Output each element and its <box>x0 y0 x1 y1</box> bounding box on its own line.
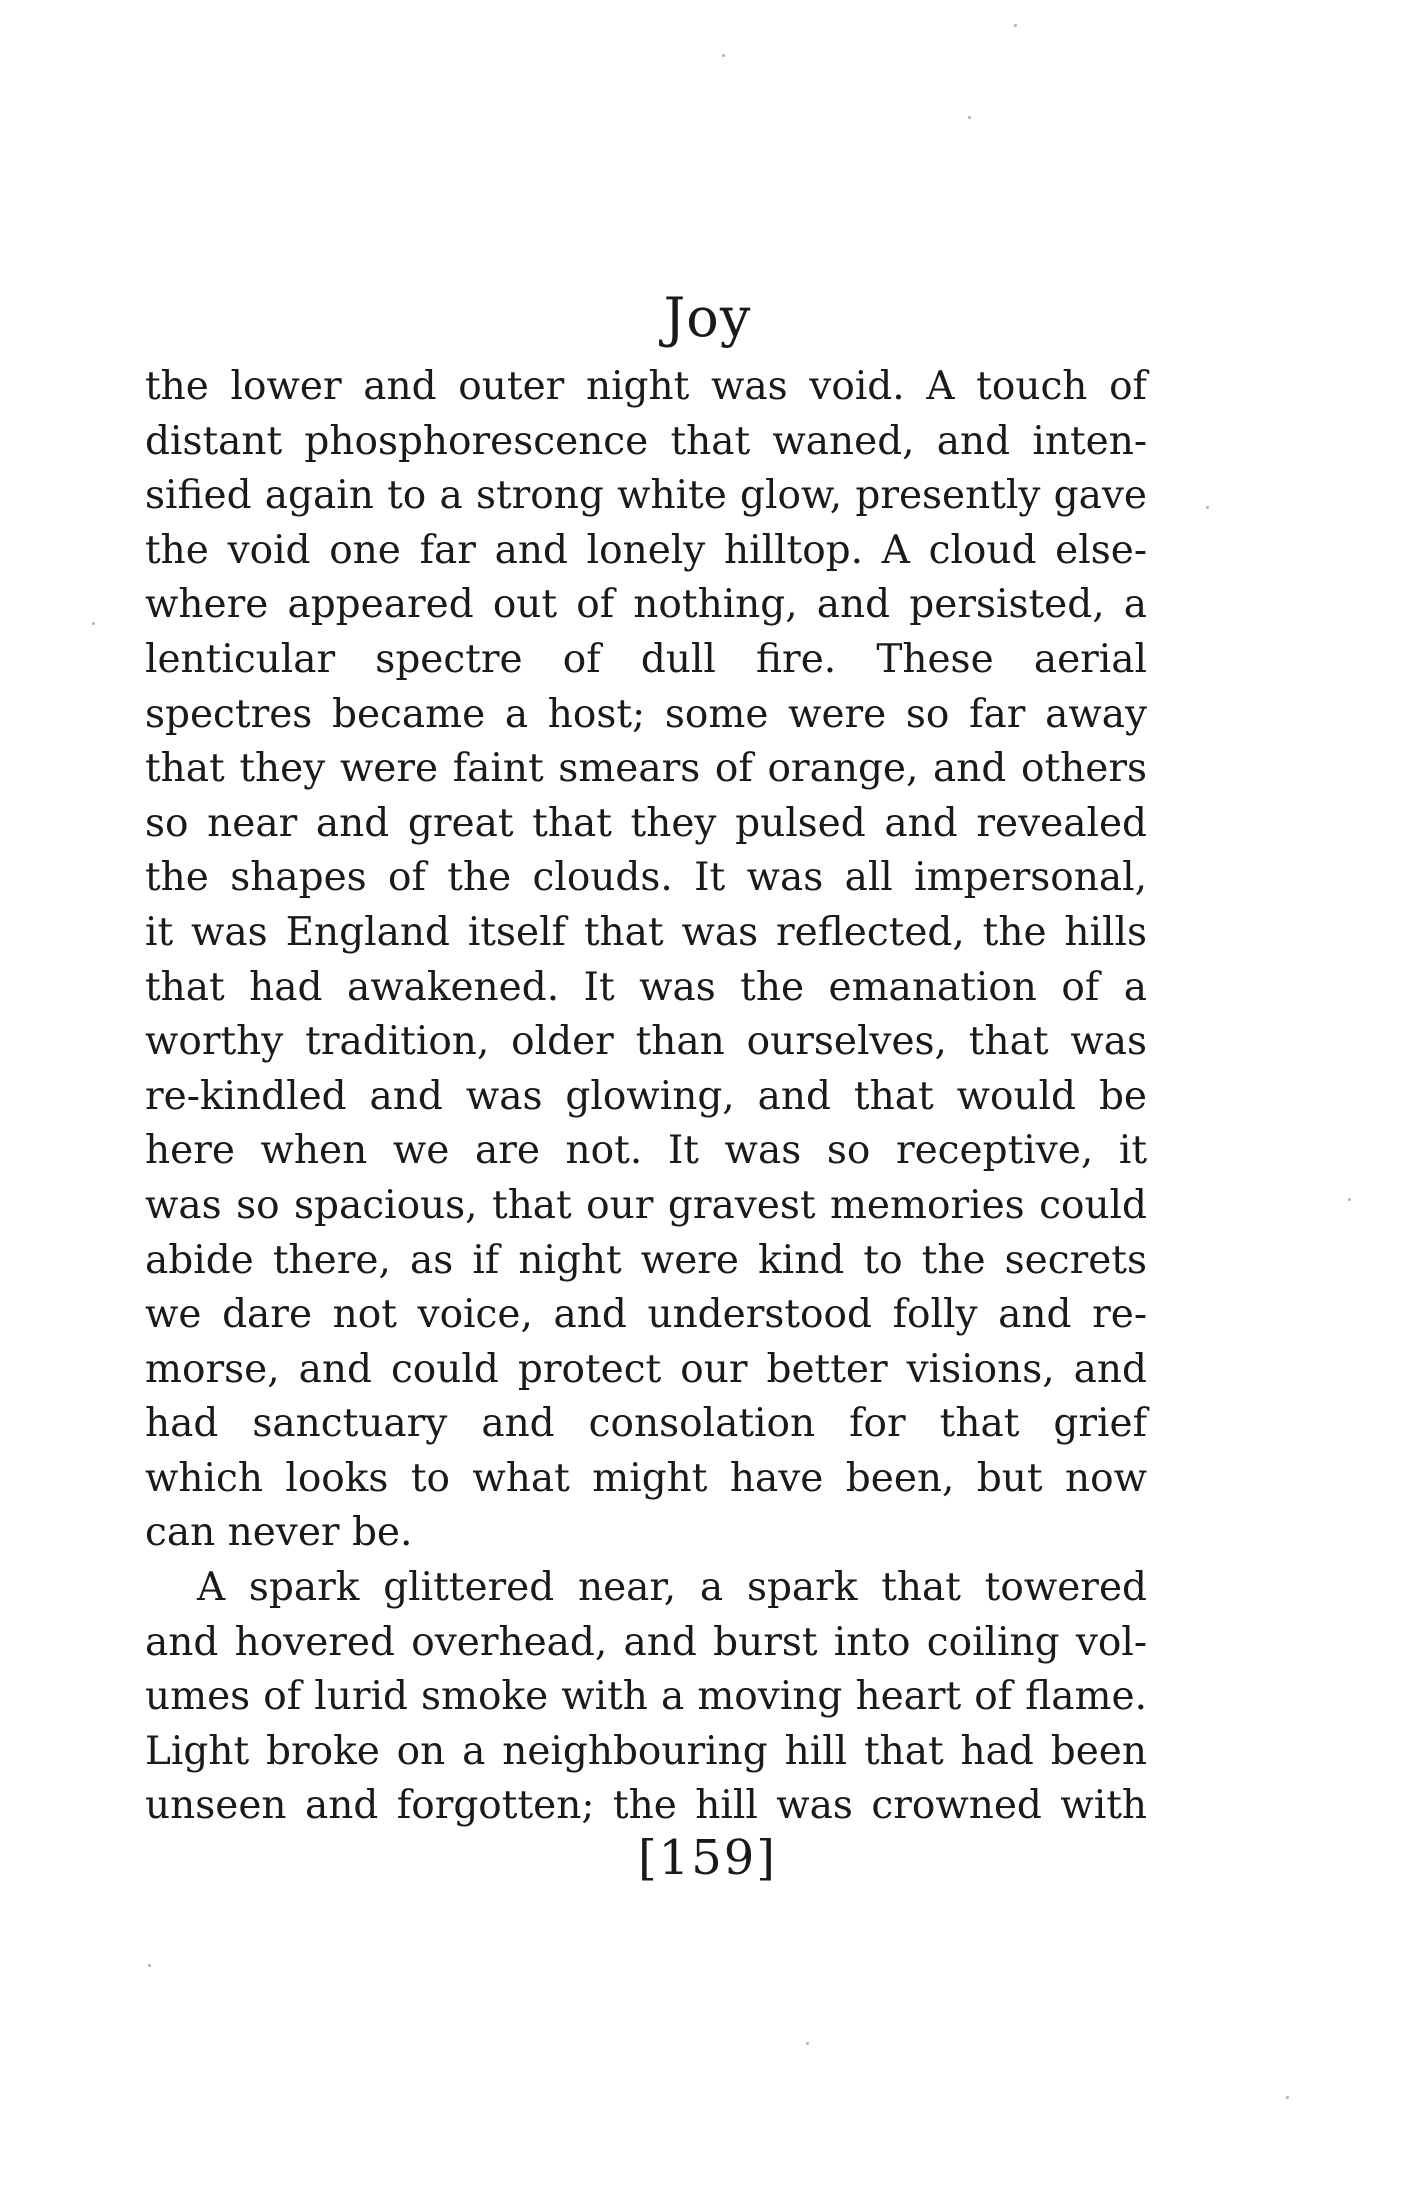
body-text <box>145 360 1147 1834</box>
paper-speck <box>1206 506 1209 509</box>
text-line: the lower and outer night was void. A touch of <box>145 364 1147 409</box>
text-line: that they were faint smears of orange, and others <box>145 746 1147 792</box>
text-line: unseen and forgotten; the hill was crowned with <box>145 1783 1147 1829</box>
text-line: and hovered overhead, and burst into coiling vol- <box>145 1619 1147 1665</box>
page-number: [159] <box>637 1830 778 1886</box>
paper-speck <box>722 54 725 57</box>
text-line: where appeared out of nothing, and persisted, a <box>145 582 1147 628</box>
running-head: Joy <box>663 286 752 349</box>
text-line: abide there, as if night were kind to the secrets <box>145 1237 1147 1283</box>
text-line: morse, and could protect our better visions, and <box>145 1346 1147 1392</box>
paper-speck <box>968 116 971 119</box>
text-line: spectres became a host; some were so far away <box>145 691 1147 737</box>
paragraph-2 <box>145 1561 1147 1834</box>
paper-speck <box>148 1964 151 1967</box>
text-line: re-kindled and was glowing, and that would be <box>145 1073 1147 1119</box>
text-line: which looks to what might have been, but now <box>145 1455 1147 1501</box>
paper-speck <box>1286 2096 1289 2099</box>
paper-speck <box>806 2042 809 2045</box>
text-line: sified again to a strong white glow, presently gave <box>145 473 1147 519</box>
text-line: was so spacious, that our gravest memories could <box>145 1182 1147 1228</box>
paper-speck <box>92 622 95 625</box>
text-line: Light broke on a neighbouring hill that had been <box>145 1728 1147 1774</box>
text-line: the shapes of the clouds. It was all impersonal, <box>145 855 1147 901</box>
text-line: we dare not voice, and understood folly and re- <box>145 1292 1147 1338</box>
text-line: the void one far and lonely hilltop. A cloud else- <box>145 527 1147 573</box>
text-line: A spark glittered near, a spark that towered <box>197 1565 1147 1611</box>
text-line: so near and great that they pulsed and revealed <box>145 800 1147 846</box>
paragraph-1 <box>145 360 1147 1561</box>
paper-speck <box>1348 1198 1351 1201</box>
text-line: umes of lurid smoke with a moving heart of flame. <box>145 1674 1147 1720</box>
text-line: here when we are not. It was so receptive, it <box>145 1128 1147 1174</box>
text-line: lenticular spectre of dull fire. These aerial <box>145 636 1147 682</box>
text-line: had sanctuary and consolation for that grief <box>145 1401 1147 1447</box>
text-line: it was England itself that was reflected, the hills <box>145 909 1147 955</box>
text-line: distant phosphorescence that waned, and inten- <box>145 418 1147 464</box>
paper-speck <box>1014 24 1017 27</box>
text-line: can never be. <box>145 1510 413 1556</box>
text-line: worthy tradition, older than ourselves, that was <box>145 1019 1147 1065</box>
text-line: that had awakened. It was the emanation of a <box>145 964 1147 1010</box>
